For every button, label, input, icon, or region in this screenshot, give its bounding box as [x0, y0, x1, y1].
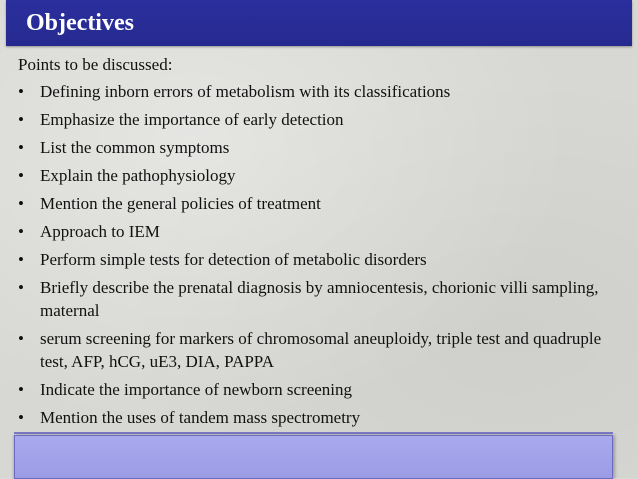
list-item — [18, 378, 618, 401]
list-item-text: Mention the general policies of treatment — [40, 194, 321, 213]
list-item — [18, 192, 618, 215]
list-item-text: Indicate the importance of newborn screening — [40, 380, 353, 399]
list-item-text: Mention the uses of tandem mass spectrometry — [40, 408, 361, 427]
bullet-icon: • — [18, 138, 24, 157]
list-item-text: serum screening for markers of chromosomal aneuploidy, triple test and quadruple test, AFP, hCG, uE3, DIA, PAPPA — [40, 329, 602, 371]
bullet-icon: • — [18, 194, 24, 213]
bullet-icon: • — [18, 110, 24, 129]
list-item — [18, 406, 618, 429]
list-item — [18, 327, 618, 373]
list-item-text: Briefly describe the prenatal diagnosis by amniocentesis, chorionic villi sampling, maternal — [40, 278, 599, 320]
list-item-text: Explain the pathophysiology — [40, 166, 236, 185]
list-item — [18, 136, 618, 159]
bullet-icon: • — [18, 82, 24, 101]
bullet-icon: • — [18, 278, 24, 297]
bullet-icon: • — [18, 222, 24, 241]
list-item — [18, 108, 618, 131]
list-item — [18, 220, 618, 243]
list-item — [18, 80, 618, 103]
list-item-text: List the common symptoms — [40, 138, 230, 157]
intro-text: Points to be discussed: — [18, 55, 173, 74]
list-item — [18, 248, 618, 271]
list-item-text: Approach to IEM — [40, 222, 160, 241]
bullet-icon: • — [18, 166, 24, 185]
objectives-list — [18, 80, 618, 434]
list-item-text: Perform simple tests for detection of metabolic disorders — [40, 250, 427, 269]
bullet-icon: • — [18, 408, 24, 427]
list-item-text: Defining inborn errors of metabolism with its classifications — [40, 82, 451, 101]
footer-box — [14, 435, 613, 479]
list-item-text: Emphasize the importance of early detection — [40, 110, 344, 129]
footer-divider — [14, 432, 613, 434]
list-item — [18, 276, 618, 322]
bullet-icon: • — [18, 329, 24, 348]
slide-title: Objectives — [26, 10, 134, 36]
bullet-icon: • — [18, 380, 24, 399]
title-bar — [6, 0, 632, 46]
bullet-icon: • — [18, 250, 24, 269]
list-item — [18, 164, 618, 187]
